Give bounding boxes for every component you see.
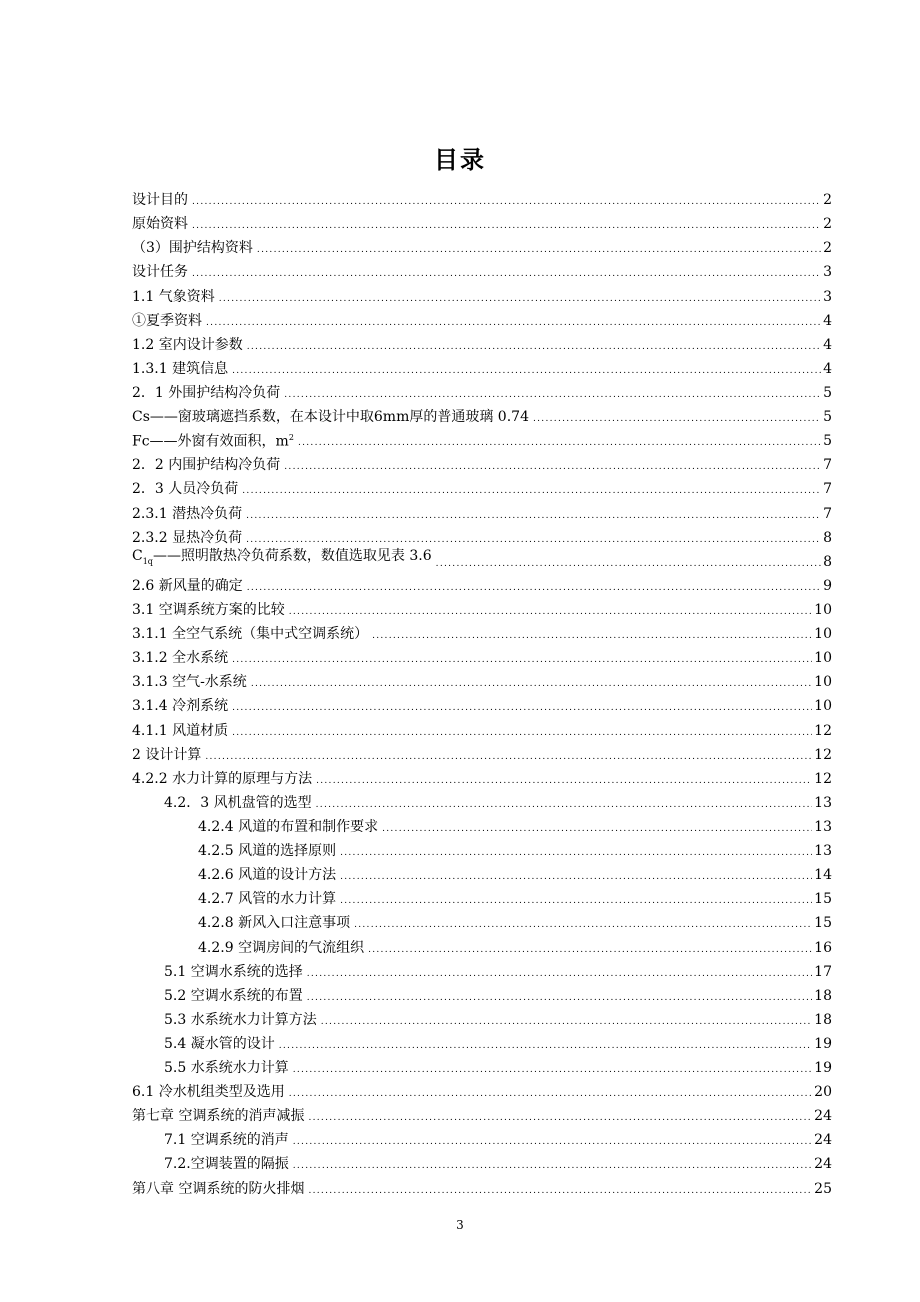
toc-entry-label: 6.1 冷水机组类型及选用: [132, 1084, 285, 1101]
toc-entry-text: [132, 1108, 304, 1124]
toc-entry-label-cont: ——照明散热冷负荷系数，数值选取见表 3.6: [152, 547, 432, 564]
toc-entry[interactable]: [132, 956, 832, 980]
toc-entry-label: 3.1.4 冷剂系统: [132, 698, 229, 715]
toc-entry-page: 3: [823, 288, 832, 305]
toc-entry-text: [132, 674, 247, 690]
toc-entry-text: [132, 289, 215, 305]
toc-entry-text: [132, 264, 188, 280]
toc-entry-text: [132, 626, 368, 642]
toc-entry-text: [198, 940, 364, 956]
toc-entry-text: [132, 385, 280, 401]
toc-entry[interactable]: [132, 763, 832, 787]
toc-entry-text: [132, 650, 228, 666]
toc-entry-page: 15: [814, 891, 832, 908]
dot-leader: [436, 558, 821, 570]
toc-entry-label: 第七章 空调系统的消声减振: [132, 1108, 305, 1125]
toc-entry-text: [132, 578, 243, 594]
toc-entry-label: Fc——外窗有效面积，m: [132, 433, 289, 450]
toc-entry-page: 18: [814, 1011, 832, 1028]
toc-entry-page: 18: [814, 987, 832, 1004]
dot-leader: [257, 244, 821, 256]
toc-entry[interactable]: [132, 546, 832, 570]
dot-leader: [298, 437, 821, 449]
toc-entry-label: （3）围护结构资料: [132, 240, 253, 257]
dot-leader: [308, 1185, 812, 1197]
toc-entry[interactable]: [132, 1004, 832, 1028]
toc-entry-label: 4.2．3 风机盘管的选型: [164, 794, 312, 811]
toc-entry[interactable]: [132, 401, 832, 425]
toc-entry[interactable]: [132, 280, 832, 304]
toc-entry-page: 10: [814, 650, 832, 667]
dot-leader: [340, 847, 812, 859]
toc-entry-page: 17: [814, 963, 832, 980]
toc-entry-label: 7.2.空调装置的隔振: [164, 1156, 289, 1173]
toc-entry[interactable]: [132, 811, 832, 835]
toc-entry-page: 12: [814, 746, 832, 763]
toc-entry-label: 2．1 外围护结构冷负荷: [132, 384, 281, 401]
toc-entry-text: [132, 1084, 285, 1100]
toc-entry-page: 10: [814, 601, 832, 618]
dot-leader: [251, 678, 812, 690]
toc-entry-text: [132, 409, 529, 425]
toc-entry-label: 4.2.6 风道的设计方法: [198, 867, 337, 884]
dot-leader: [321, 1016, 812, 1028]
toc-entry[interactable]: [132, 353, 832, 377]
toc-entry-page: 5: [823, 384, 832, 401]
toc-entry-text: [164, 964, 303, 980]
toc-entry-page: 13: [814, 794, 832, 811]
toc-entry-label: 4.2.9 空调房间的气流组织: [198, 939, 365, 956]
toc-entry-label: 7.1 空调系统的消声: [164, 1132, 289, 1149]
toc-entry[interactable]: [132, 1148, 832, 1172]
toc-entry-text: [132, 698, 228, 714]
toc-entry-text: [164, 988, 303, 1004]
toc-entry-label: 2.3.2 显热冷负荷: [132, 529, 243, 546]
toc-entry-label: 3.1.1 全空气系统（集中式空调系统）: [132, 626, 369, 643]
toc-entry-label: ①夏季资料: [132, 312, 202, 329]
toc-entry[interactable]: [132, 739, 832, 763]
toc-entry[interactable]: [132, 666, 832, 690]
toc-entry[interactable]: [132, 305, 832, 329]
toc-entry[interactable]: [132, 1076, 832, 1100]
dot-leader: [293, 1160, 812, 1172]
toc-entry-label: 2.3.1 潜热冷负荷: [132, 505, 243, 522]
toc-entry-page: 9: [823, 577, 832, 594]
toc-entry-page: 20: [814, 1084, 832, 1101]
dot-leader: [246, 534, 821, 546]
superscript: 2: [288, 432, 294, 442]
toc-entry[interactable]: [132, 449, 832, 473]
dot-leader: [293, 1064, 812, 1076]
dot-leader: [307, 968, 812, 980]
toc-entry-label: 2 设计计算: [132, 746, 202, 763]
toc-entry-page: 12: [814, 722, 832, 739]
toc-entry[interactable]: [132, 256, 832, 280]
toc-entry[interactable]: [132, 232, 832, 256]
dot-leader: [206, 317, 821, 329]
toc-entry-page: 14: [814, 867, 832, 884]
toc-entry-page: 7: [823, 481, 832, 498]
toc-entry-page: 8: [823, 553, 832, 570]
dot-leader: [293, 1136, 812, 1148]
toc-entry[interactable]: [132, 1052, 832, 1076]
toc-entry-text: [132, 530, 242, 546]
toc-entry-text: [164, 1036, 275, 1052]
toc-entry-text: [164, 795, 312, 811]
toc-entry-text: [132, 481, 238, 497]
toc-entry-label: 1.2 室内设计参数: [132, 336, 243, 353]
toc-entry-page: 7: [823, 505, 832, 522]
toc-entry-text: [198, 819, 378, 835]
dot-leader: [308, 1112, 812, 1124]
toc-entry-text: [132, 240, 253, 256]
toc-entry[interactable]: [132, 907, 832, 931]
toc-entry-label: 5.2 空调水系统的布置: [164, 987, 303, 1004]
toc-entry-label: 设计目的: [132, 192, 188, 209]
dot-leader: [192, 220, 821, 232]
page-number: 3: [456, 1218, 464, 1232]
toc-entry-text: [132, 216, 188, 232]
toc-entry-text: [132, 457, 280, 473]
toc-entry[interactable]: [132, 425, 832, 449]
toc-entry-page: 13: [814, 843, 832, 860]
toc-entry-page: 10: [814, 674, 832, 691]
toc-entry-label: Cs——窗玻璃遮挡系数，在本设计中取6mm厚的普通玻璃 0.74: [132, 409, 529, 426]
toc-entry-page: 5: [823, 433, 832, 450]
toc-entry-page: 10: [814, 626, 832, 643]
toc-entry-label: 原始资料: [132, 216, 188, 233]
toc-entry-label: 2．2 内围护结构冷负荷: [132, 457, 281, 474]
toc-entry-page: 19: [814, 1035, 832, 1052]
toc-entry-text: [132, 747, 201, 763]
toc-entry-text: [132, 192, 188, 208]
dot-leader: [340, 871, 812, 883]
toc-entry-label: 5.5 水系统水力计算: [164, 1060, 289, 1077]
dot-leader: [232, 654, 812, 666]
toc-entry-text: [132, 548, 432, 570]
toc-entry-page: 15: [814, 915, 832, 932]
toc-entry[interactable]: [132, 497, 832, 521]
toc-entry-text: [164, 1132, 289, 1148]
toc-entry[interactable]: [132, 184, 832, 208]
toc-entry-text: [164, 1156, 289, 1172]
dot-leader: [246, 510, 821, 522]
dot-leader: [219, 293, 821, 305]
toc-entry-text: [132, 313, 202, 329]
dot-leader: [289, 606, 812, 618]
toc-entry[interactable]: [132, 714, 832, 738]
toc-entry-label: 5.1 空调水系统的选择: [164, 963, 303, 980]
dot-leader: [368, 944, 812, 956]
toc-entry-text: [132, 1181, 304, 1197]
dot-leader: [354, 919, 812, 931]
toc-entry-page: 19: [814, 1060, 832, 1077]
toc-entry-label: 1.1 气象资料: [132, 288, 215, 305]
toc-entry[interactable]: [132, 883, 832, 907]
toc-entry[interactable]: [132, 859, 832, 883]
toc-entry-page: 5: [823, 409, 832, 426]
dot-leader: [382, 823, 812, 835]
toc-entry-page: 2: [823, 240, 832, 257]
dot-leader: [232, 702, 812, 714]
toc-entry-label: C: [132, 547, 143, 564]
toc-entry-text: [132, 602, 285, 618]
toc-entry-text: [198, 891, 336, 907]
toc-entry-text: [132, 506, 242, 522]
dot-leader: [284, 389, 821, 401]
toc-entry[interactable]: [132, 618, 832, 642]
toc-entry-label: 4.2.8 新风入口注意事项: [198, 915, 351, 932]
toc-entry[interactable]: [132, 1100, 832, 1124]
dot-leader: [192, 196, 821, 208]
toc-entry[interactable]: [132, 1028, 832, 1052]
toc-entry-page: 24: [814, 1108, 832, 1125]
toc-title: 目录: [434, 145, 486, 174]
dot-leader: [232, 365, 821, 377]
toc-entry-label: 2．3 人员冷负荷: [132, 481, 239, 498]
toc-entry-page: 4: [823, 336, 832, 353]
toc-entry-label: 3.1.3 空气-水系统: [132, 674, 247, 691]
toc-entry-label: 第八章 空调系统的防火排烟: [132, 1180, 305, 1197]
toc-entry-page: 4: [823, 312, 832, 329]
toc-entry-page: 4: [823, 360, 832, 377]
toc-entry-page: 12: [814, 770, 832, 787]
toc-entry[interactable]: [132, 980, 832, 1004]
dot-leader: [307, 992, 812, 1004]
toc-entry-label: 5.3 水系统水力计算方法: [164, 1011, 317, 1028]
toc-entry-label: 5.4 凝水管的设计: [164, 1035, 275, 1052]
dot-leader: [205, 751, 812, 763]
toc-entry-label: 4.1.1 风道材质: [132, 722, 229, 739]
dot-leader: [232, 727, 812, 739]
dot-leader: [284, 461, 821, 473]
toc-entry-page: 13: [814, 818, 832, 835]
toc-entry[interactable]: [132, 690, 832, 714]
toc-entry[interactable]: [132, 642, 832, 666]
toc-entry-page: 10: [814, 698, 832, 715]
toc-entry[interactable]: [132, 1172, 832, 1196]
toc-entry[interactable]: [132, 570, 832, 594]
toc-entry-page: 25: [814, 1180, 832, 1197]
toc-entry[interactable]: [132, 377, 832, 401]
toc-entry-text: [132, 430, 294, 450]
toc-entry[interactable]: [132, 594, 832, 618]
toc-entry[interactable]: [132, 473, 832, 497]
toc-entry-label: 4.2.7 风管的水力计算: [198, 891, 337, 908]
toc-entry-text: [198, 915, 350, 931]
toc-entry[interactable]: [132, 208, 832, 232]
toc-entry-page: 7: [823, 457, 832, 474]
dot-leader: [316, 775, 812, 787]
toc-entry-label: 设计任务: [132, 264, 188, 281]
toc-entry-text: [164, 1060, 289, 1076]
toc-entry[interactable]: [132, 329, 832, 353]
toc-entry-page: 24: [814, 1156, 832, 1173]
toc-entry-text: [132, 771, 312, 787]
toc-entry[interactable]: [132, 835, 832, 859]
toc-entry-page: 16: [814, 939, 832, 956]
toc-entry-page: 3: [823, 264, 832, 281]
toc-entry-text: [198, 843, 336, 859]
toc-entry-text: [198, 867, 336, 883]
dot-leader: [289, 1088, 812, 1100]
toc-entry-page: 2: [823, 216, 832, 233]
toc-entry-page: 8: [823, 529, 832, 546]
toc-entry-text: [132, 361, 228, 377]
toc-entry-label: 3.1 空调系统方案的比较: [132, 601, 285, 618]
dot-leader: [242, 485, 821, 497]
toc-entry-page: 2: [823, 192, 832, 209]
dot-leader: [340, 895, 812, 907]
table-of-contents: [132, 184, 832, 1197]
toc-entry-text: [132, 723, 228, 739]
toc-entry[interactable]: [132, 931, 832, 955]
dot-leader: [247, 582, 821, 594]
dot-leader: [279, 1040, 812, 1052]
toc-entry-label: 4.2.2 水力计算的原理与方法: [132, 770, 313, 787]
toc-entry-page: 24: [814, 1132, 832, 1149]
toc-entry-label: 1.3.1 建筑信息: [132, 360, 229, 377]
toc-entry-label: 3.1.2 全水系统: [132, 650, 229, 667]
toc-entry[interactable]: [132, 522, 832, 546]
toc-entry[interactable]: [132, 1124, 832, 1148]
subscript: 1q: [142, 556, 153, 566]
dot-leader: [533, 413, 821, 425]
toc-entry-text: [164, 1012, 317, 1028]
toc-entry-text: [132, 337, 243, 353]
toc-entry-label: 4.2.4 风道的布置和制作要求: [198, 818, 379, 835]
dot-leader: [247, 341, 821, 353]
toc-entry[interactable]: [132, 787, 832, 811]
toc-entry-label: 4.2.5 风道的选择原则: [198, 843, 337, 860]
dot-leader: [316, 799, 813, 811]
dot-leader: [372, 630, 812, 642]
toc-entry-label: 2.6 新风量的确定: [132, 577, 243, 594]
dot-leader: [192, 268, 821, 280]
